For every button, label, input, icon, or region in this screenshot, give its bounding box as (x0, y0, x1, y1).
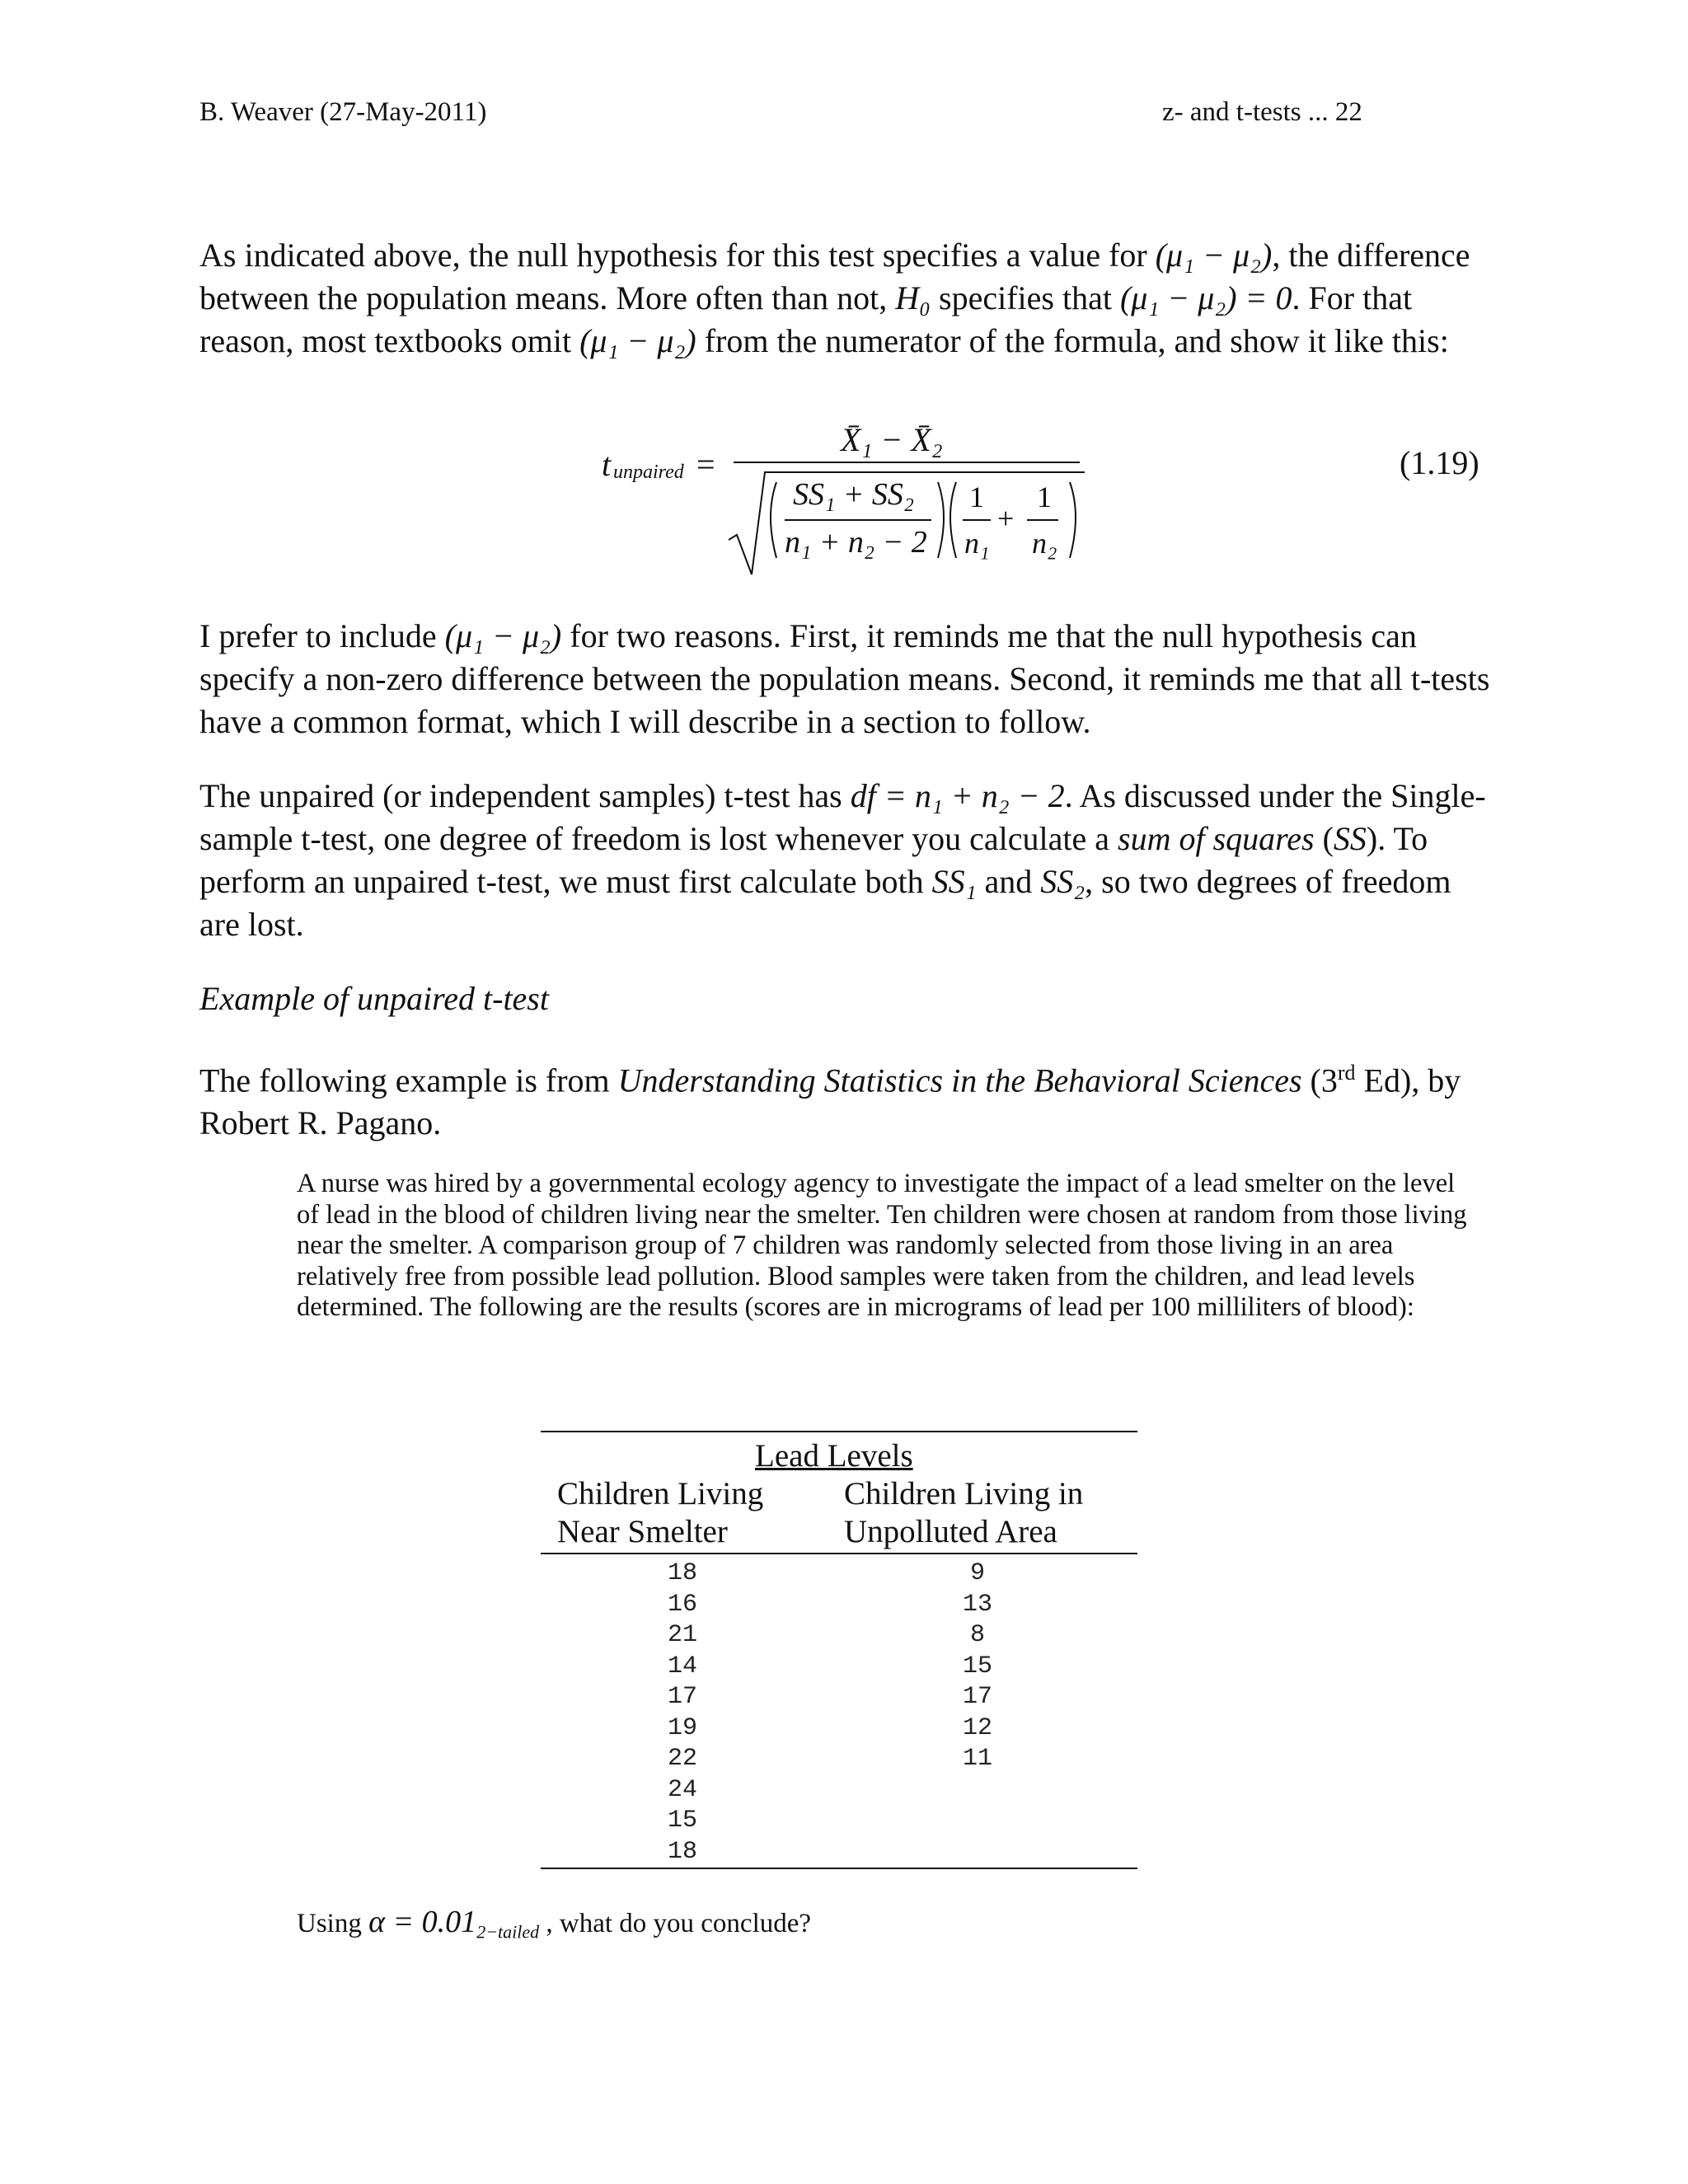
eq-fraction-bar (734, 462, 1080, 463)
text: . For that reason, most textbooks omit (199, 279, 1413, 359)
paragraph-source (199, 1052, 1493, 1145)
table-cell: 18 (667, 1837, 697, 1866)
math-ss1: SS₁ (931, 863, 977, 900)
text: from the numerator of the formula, and show it like this: (696, 322, 1449, 359)
text: for two reasons. First, it reminds me that the null hypothesis can specify a non-zero difference between the population means. Second, it reminds me that all t-tests have a common format, which I will describe in a section to follow. (199, 617, 1490, 740)
text: ). To perform an unpaired t-test, we must first calculate both (199, 820, 1428, 900)
eq-ss-sum: SS₁ + SS₂ (793, 477, 915, 512)
table-cell: 14 (667, 1652, 697, 1680)
equation-number: (1.19) (1400, 444, 1479, 481)
eq-equals: = (696, 446, 715, 483)
text: , so two degrees of freedom are lost. (199, 863, 1451, 943)
eq-one: 1 (969, 480, 984, 513)
math-df: df = n₁ + n₂ − 2 (850, 777, 1065, 814)
text: , the difference between the population means. More often than not, (199, 237, 1470, 316)
table-cell: 9 (969, 1559, 985, 1587)
column-header: Unpolluted Area (844, 1514, 1057, 1549)
column-header: Near Smelter (557, 1514, 728, 1549)
table-cell: 15 (667, 1807, 697, 1835)
table-title: Lead Levels (755, 1438, 913, 1474)
text: The unpaired (or independent samples) t-test has (199, 777, 851, 814)
table-cell: 17 (667, 1683, 697, 1711)
text: and (976, 863, 1041, 900)
math-mu-zero: (μ₁ − μ₂) = 0 (1119, 279, 1292, 316)
table-cell: 18 (667, 1559, 697, 1587)
text: , what do you conclude? (539, 1909, 812, 1938)
math-mu-difference: (μ₁ − μ₂) (1155, 237, 1273, 274)
eq-n2: n₂ (1032, 527, 1057, 560)
running-header-author: B. Weaver (27-May-2011) (199, 97, 487, 127)
paragraph-null-hypothesis (199, 234, 1493, 363)
table-cell: 13 (962, 1590, 992, 1619)
math-mu-difference: (μ₁ − μ₂) (579, 322, 696, 359)
text: ( (1314, 820, 1334, 857)
question-conclusion (297, 1904, 811, 1943)
table-cell: 16 (667, 1590, 697, 1619)
eq-n1: n₁ (964, 527, 990, 560)
math-alpha: α = 0.01 (368, 1905, 477, 1939)
table-cell: 22 (667, 1745, 697, 1773)
eq-subscript-unpaired: unpaired (613, 462, 684, 483)
eq-n-df: n₁ + n₂ − 2 (785, 525, 927, 560)
section-heading-example: Example of unpaired t-test (199, 980, 549, 1017)
table-bottom-rule (541, 1868, 1137, 1869)
text: . As discussed under the Single-sample t-test, one degree of freedom is lost whenever you calculate a (199, 777, 1486, 857)
eq-numerator: X̄₁ − X̄₂ (841, 421, 943, 458)
math-mu-difference: (μ₁ − μ₂) (444, 617, 562, 654)
superscript: rd (1337, 1061, 1356, 1085)
subscript-two-tailed: 2−tailed (476, 1921, 540, 1943)
text: I prefer to include (199, 617, 445, 654)
table-cell: 19 (667, 1713, 697, 1742)
text: Using (297, 1909, 369, 1938)
table-cell: 21 (667, 1621, 697, 1649)
equation-unpaired-t (602, 420, 1080, 585)
table-cell: 8 (969, 1621, 985, 1649)
block-quote-problem: A nurse was hired by a governmental ecology agency to investigate the impact of a lead smelter on the level of lead in the blood of children living near the smelter. Ten children were chosen at random from those living near the smelter. A comparison group of 7 children was randomly selected from those living in an area relatively free from possible lead pollution. Blood samples were taken from the children, and lead levels determined. The following are the results (scores are in micrograms of lead per 100 milliliters of blood): (297, 1169, 1467, 1322)
book-title: Understanding Statistics in the Behavioral Sciences (617, 1062, 1302, 1099)
table-header-rule (541, 1553, 1137, 1554)
text: Ed), by Robert R. Pagano. (199, 1062, 1461, 1142)
table-top-rule (541, 1431, 1137, 1432)
text: As indicated above, the null hypothesis for this test specifies a value for (199, 237, 1156, 274)
math-h0: H₀ (895, 279, 931, 316)
paragraph-degrees-of-freedom (199, 775, 1493, 946)
text: (3 (1301, 1062, 1338, 1099)
column-header: Children Living (557, 1476, 764, 1511)
term-ss: SS (1333, 820, 1367, 857)
term-sum-of-squares: sum of squares (1118, 820, 1315, 857)
eq-plus: + (997, 502, 1015, 535)
table-cell: 12 (962, 1713, 992, 1742)
table-cell: 15 (962, 1652, 992, 1680)
table-cell: 11 (962, 1745, 992, 1773)
eq-t: t (602, 446, 612, 483)
text: The following example is from (199, 1062, 618, 1099)
table-cell: 24 (667, 1775, 697, 1804)
table-cell: 17 (962, 1683, 992, 1711)
paragraph-prefer-include (199, 615, 1493, 743)
text: specifies that (931, 279, 1120, 316)
running-header-page: z- and t-tests ... 22 (1162, 97, 1362, 127)
math-ss2: SS₂ (1040, 863, 1085, 900)
column-header: Children Living in (844, 1476, 1084, 1511)
eq-one: 1 (1037, 480, 1052, 513)
